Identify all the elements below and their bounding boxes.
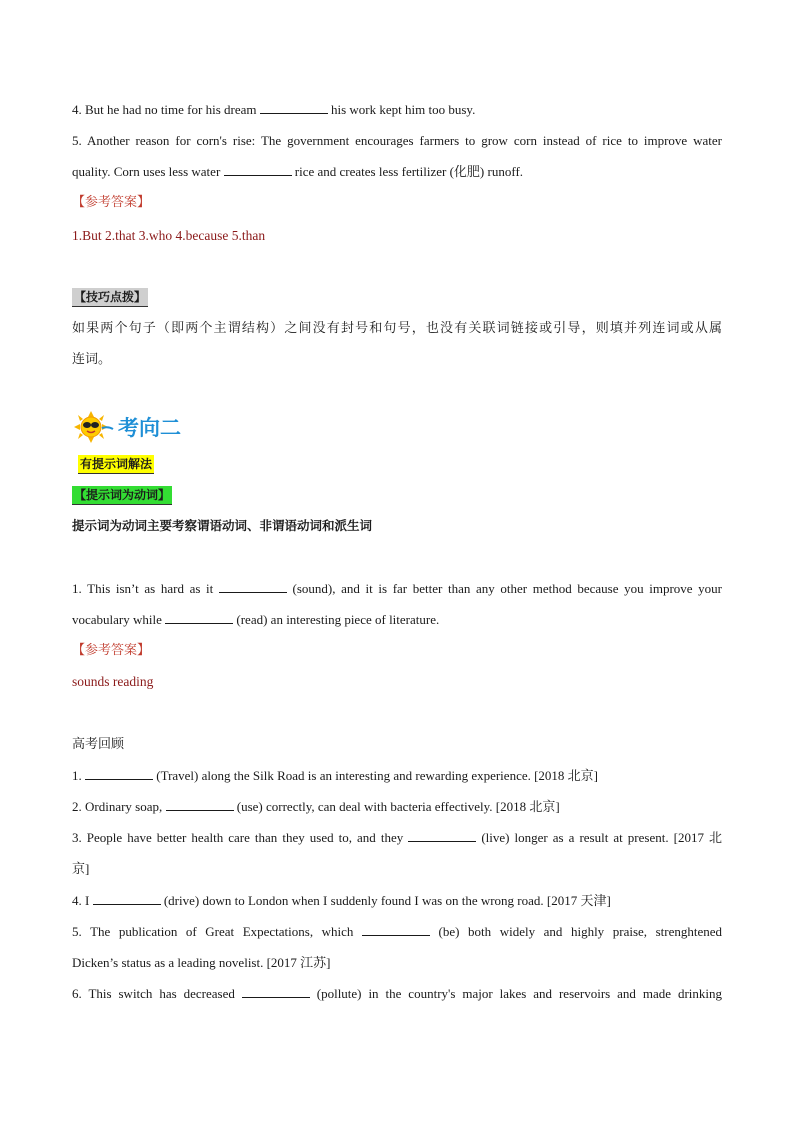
section-title: 考向二 [118, 416, 181, 440]
review-item-5: 5. The publication of Great Expectations, which (be) both widely and highly praise, strenghtened [72, 924, 723, 939]
answer-blank [93, 892, 161, 905]
answer-label: 【参考答案】 [72, 195, 151, 210]
question-text: 4. But he had no time for his dream [72, 102, 257, 117]
exercise-1-line-2: vocabulary while (read) an interesting piece of literature. [72, 612, 440, 627]
review-item-1: 1. (Travel) along the Silk Road is an interesting and rewarding experience. [2018 北京] [72, 768, 599, 783]
answer-blank [165, 611, 233, 624]
section-sub-tag: 【提示词为动词】 [72, 486, 722, 505]
tip-text-line-2: 连词。 [72, 352, 112, 367]
question-4 [72, 101, 722, 119]
review-item-3-cont: 京] [72, 861, 90, 876]
tip-text-line-1: 如果两个句子（即两个主谓结构）之间没有封号和句号，也没有关联词链接或引导，则填并列连词或从属 [72, 321, 722, 336]
review-item-4: 4. I (drive) down to London when I suddenly found I was on the wrong road. [2017 天津] [72, 893, 611, 908]
answer-blank [224, 163, 292, 176]
answer-blank [242, 985, 310, 998]
answer-blank [219, 580, 287, 593]
question-5-line-2: quality. Corn uses less water rice and creates less fertilizer (化肥) runoff. [72, 164, 524, 179]
section-description: 提示词为动词主要考察谓语动词、非谓语动词和派生词 [72, 518, 373, 533]
review-title: 高考回顾 [72, 737, 125, 752]
tip-label: 【技巧点拨】 [72, 288, 722, 307]
answer-blank [408, 829, 476, 842]
answer-blank [260, 101, 328, 114]
question-5-line-1: 5. Another reason for corn's rise: The government encourages farmers to grow corn instead of rice to improve water [72, 133, 722, 148]
review-item-5-cont: Dicken’s status as a leading novelist. [2017 江苏] [72, 955, 331, 970]
answers-part-1: 1.But 2.that 3.who 4.because 5.than [72, 228, 266, 243]
answer-blank [166, 798, 234, 811]
sun-with-sunglasses-icon [72, 410, 114, 444]
question-text: his work kept him too busy. [331, 102, 476, 117]
answers-part-2: sounds reading [72, 674, 154, 689]
exercise-1-line-1: 1. This isn’t as hard as it (sound), and it is far better than any other method because you improve your [72, 581, 723, 596]
review-item-6: 6. This switch has decreased (pollute) in the country's major lakes and reservoirs and made drinking [72, 986, 723, 1001]
section-heading [72, 410, 181, 444]
answer-label: 【参考答案】 [72, 643, 151, 658]
answer-blank [85, 767, 153, 780]
answer-blank [362, 923, 430, 936]
review-item-2: 2. Ordinary soap, (use) correctly, can deal with bacteria effectively. [2018 北京] [72, 799, 560, 814]
review-item-3: 3. People have better health care than they used to, and they (live) longer as a result at present. [2017 北 [72, 830, 723, 845]
section-subtitle: 有提示词解法 [78, 455, 728, 474]
